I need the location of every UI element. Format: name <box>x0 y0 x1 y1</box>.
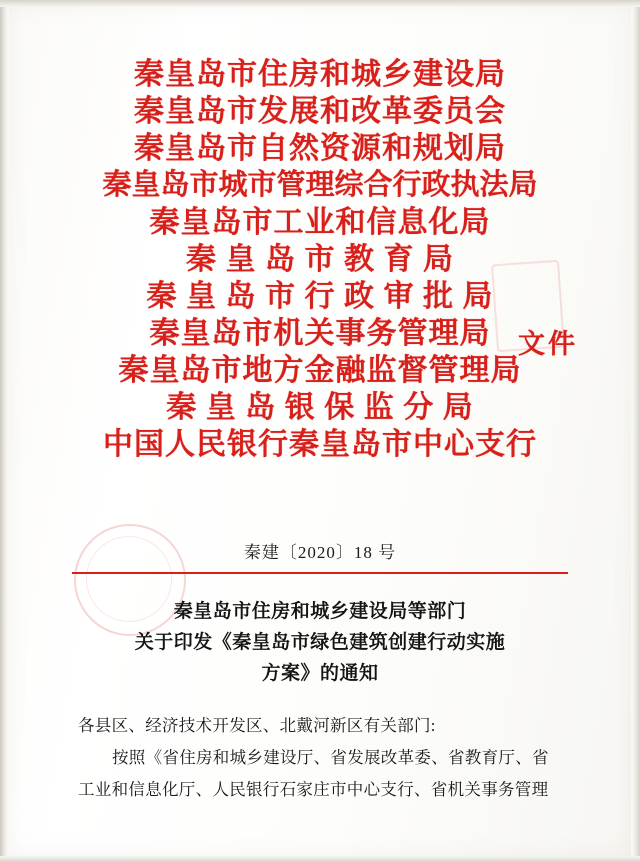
issuing-organization: 秦 皇 岛 银 保 监 分 局 <box>166 391 474 424</box>
title-line: 秦皇岛市住房和城乡建设局等部门 <box>173 601 467 622</box>
body-line: 工业和信息化厅、人民银行石家庄市中心支行、省机关事务管理 <box>78 780 549 799</box>
issuing-organization: 秦皇岛市自然资源和规划局 <box>134 132 506 165</box>
document-title <box>0 596 640 689</box>
issuing-organization: 秦皇岛市发展和改革委员会 <box>134 95 506 128</box>
scan-edge-top <box>0 0 640 7</box>
masthead <box>0 56 640 463</box>
issuing-organization: 秦皇岛市地方金融监督管理局 <box>118 354 522 387</box>
document-number: 秦建〔2020〕18 号 <box>243 543 397 562</box>
issuing-organization: 秦皇岛市住房和城乡建设局 <box>134 58 506 91</box>
recipient-line: 各县区、经济技术开发区、北戴河新区有关部门: <box>78 716 436 735</box>
issuing-organization: 秦皇岛市城市管理综合行政执法局 <box>102 169 538 201</box>
masthead-divider <box>72 572 568 574</box>
issuing-organization: 秦 皇 岛 市 教 育 局 <box>186 243 454 276</box>
body-line: 按照《省住房和城乡建设厅、省发展改革委、省教育厅、省 <box>112 748 549 767</box>
document-type-label: 文件 <box>518 329 578 359</box>
issuing-organization: 秦皇岛市机关事务管理局 <box>149 317 491 350</box>
title-line: 方案》的通知 <box>261 663 379 684</box>
issuing-organization: 秦皇岛市工业和信息化局 <box>149 206 491 239</box>
scan-edge-bottom <box>0 856 640 862</box>
title-line: 关于印发《秦皇岛市绿色建筑创建行动实施 <box>134 632 506 653</box>
issuing-organization: 中国人民银行秦皇岛市中心支行 <box>103 428 537 461</box>
document-body <box>78 710 568 806</box>
issuing-organization: 秦 皇 岛 市 行 政 审 批 局 <box>146 280 494 313</box>
